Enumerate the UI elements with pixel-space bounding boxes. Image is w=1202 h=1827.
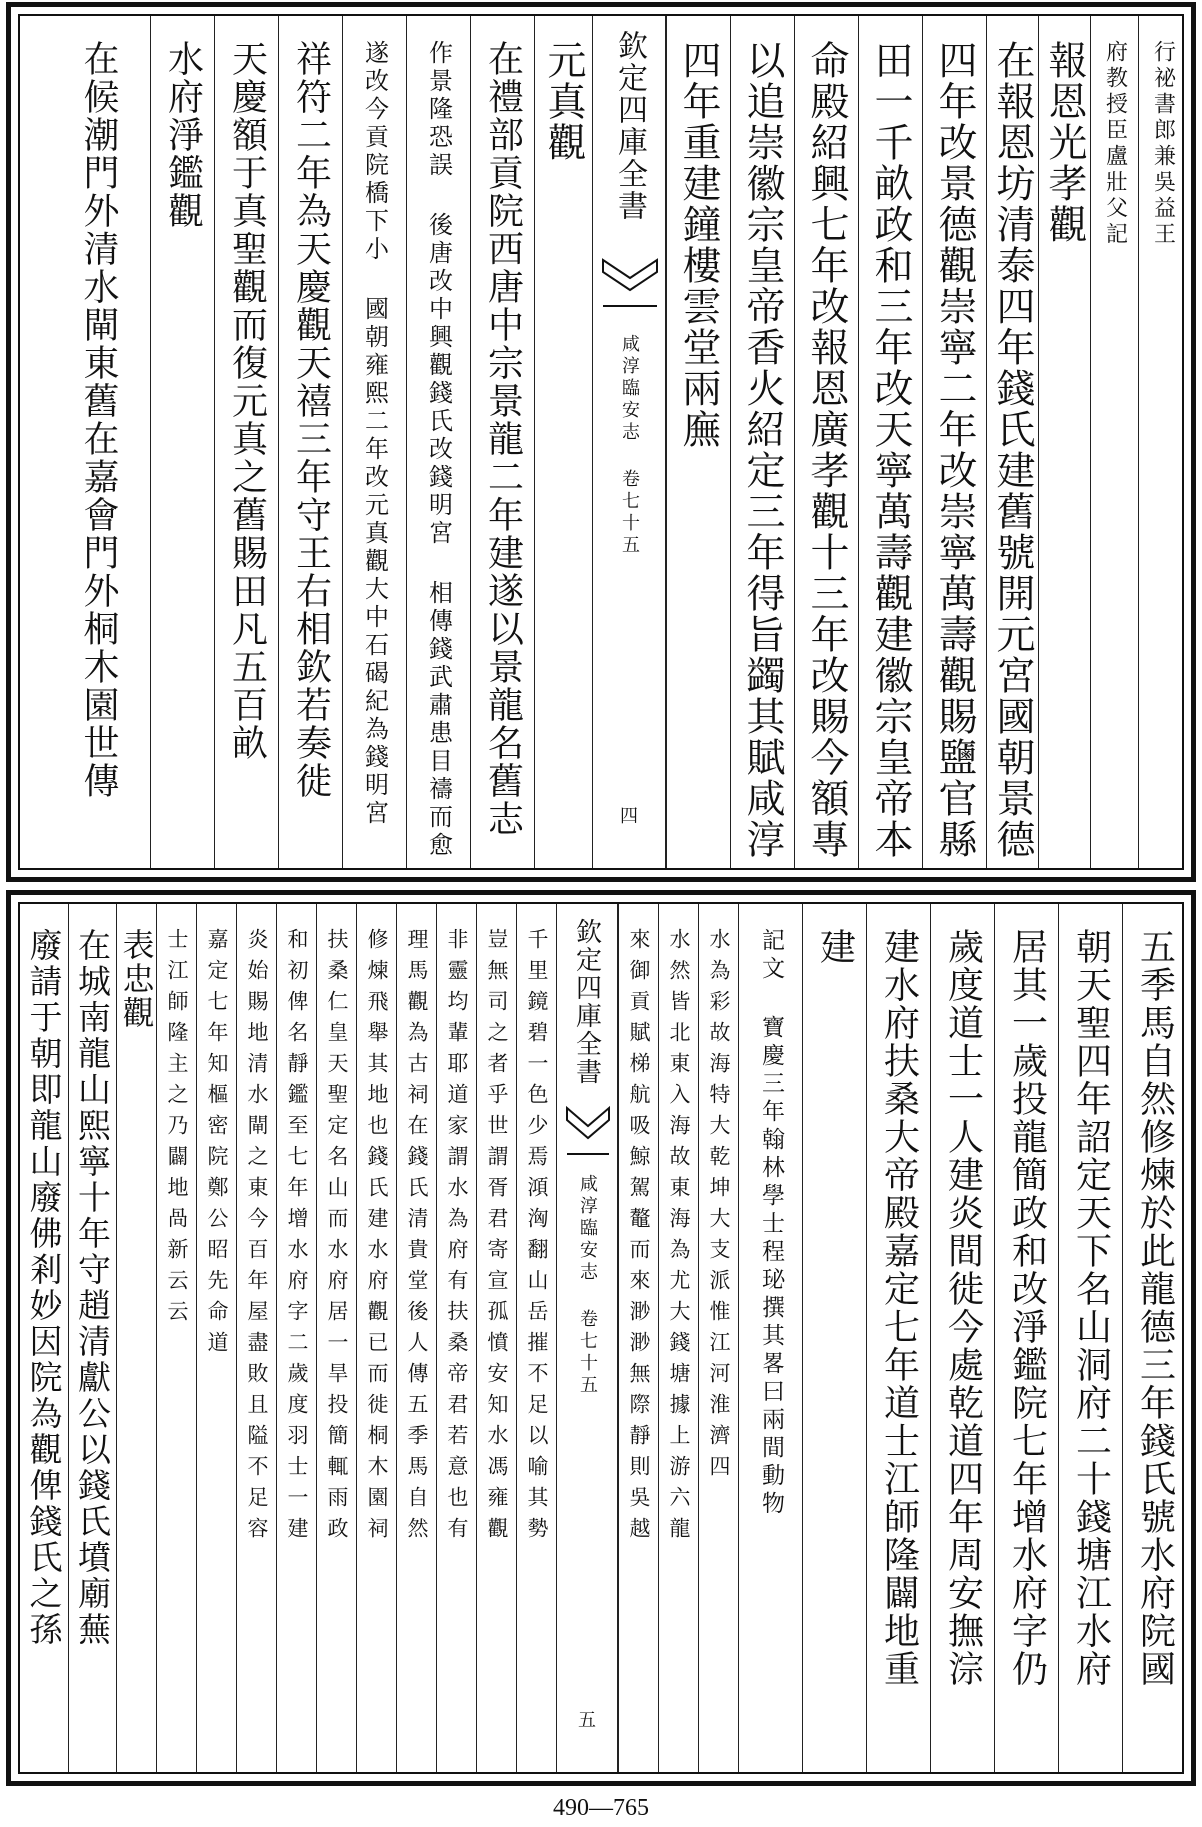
top-col-r6 [794,16,858,868]
text-column: 嘉定七年知樞密院鄭公昭先命道 [205,928,229,1362]
text-column: 理馬觀為古祠在錢氏清貴堂後人傳五季馬自然 [405,928,429,1548]
text-column: 五季馬自然修煉於此龍德三年錢氏號水府院國 [1134,928,1176,1688]
top-col-l2 [406,16,470,868]
text-column: 以追崇徽宗皇帝香火紹定三年得旨蠲其賦咸淳 [740,40,785,860]
bot-col-r9 [618,904,658,1772]
text-column: 千里鏡碧一色少焉澒洶翻山岳摧不足以喻其勢 [525,928,549,1548]
bot-col-l0 [516,904,556,1772]
fish-tail-icon [601,256,659,312]
text-column: 和初俾名靜鑑至七年增水府字二歲度羽士一建 [285,928,309,1548]
top-col-l4 [278,16,342,868]
bot-col-l2 [436,904,476,1772]
fish-tail-icon [565,1104,611,1160]
top-col-r3 [986,16,1038,868]
text-column: 天慶額于真聖觀而復元真之舊賜田凡五百畝 [226,40,268,762]
text-column: 報恩光孝觀 [1042,40,1087,245]
top-col-l5 [214,16,278,868]
bot-col-l10 [116,904,156,1772]
bot-col-l8 [196,904,236,1772]
bot-col-r4 [866,904,930,1772]
bot-col-l5 [316,904,356,1772]
text-column: 元真觀 [541,40,586,163]
top-center-strip [592,16,666,868]
text-column: 居其一歲投龍簡政和改淨鑑院七年增水府字仍 [1006,928,1048,1688]
bot-col-l12 [20,904,68,1772]
bot-col-l1 [476,904,516,1772]
top-page-frame [18,14,1184,870]
text-column: 炎始賜地清水閘之東今百年屋盡敗且隘不足容 [245,928,269,1548]
bot-col-r5 [802,904,866,1772]
bot-col-r8 [658,904,698,1772]
top-page-block [6,2,1196,882]
text-column: 在報恩坊清泰四年錢氏建舊號開元宮國朝景德 [990,40,1035,860]
text-column: 四年改景德觀崇寧二年改崇寧萬壽觀賜鹽官縣 [932,40,977,860]
bottom-center-strip [556,904,618,1772]
text-column: 來御貢賦梯航吸鯨駕鼇而來渺渺無際靜則吳越 [627,928,651,1548]
top-col-r8 [666,16,730,868]
text-column: 水府淨鑑觀 [162,40,204,230]
text-column: 非靈均輩耶道家謂水為府有扶桑帝君若意也有 [445,928,469,1548]
bot-col-r0 [1122,904,1186,1772]
text-column: 歲度道士一人建炎間徙今處乾道四年周安撫淙 [942,928,984,1688]
bot-col-l6 [276,904,316,1772]
text-column: 記文 寶慶三年翰林學士程珌撰其畧曰兩間動物 [758,928,784,1519]
text-column: 建水府扶桑大帝殿嘉定七年道士江師隆闢地重 [878,928,920,1688]
text-column: 在候潮門外清水閘東舊在嘉會門外桐木園世傳 [78,40,119,800]
bot-col-r3 [930,904,994,1772]
top-col-l6 [150,16,214,868]
text-column: 扶桑仁皇天聖定名山而水府居一旱投簡輒雨政 [325,928,349,1548]
top-col-r0 [1138,16,1186,868]
text-column: 作景隆恐誤 後唐改中興觀錢氏改錢明宮 相傳錢武肅患目禱而愈 [424,40,453,860]
bot-col-l7 [236,904,276,1772]
top-col-l1 [470,16,534,868]
book-title: 欽定四庫全書 [612,30,647,222]
bottom-page-block [6,890,1196,1786]
bot-col-r6 [738,904,802,1772]
bot-col-r7 [698,904,738,1772]
text-column: 田一千畝政和三年改天寧萬壽觀建徽宗皇帝本 [868,40,913,860]
volume-label: 咸淳臨安志 卷七十五 [619,334,640,557]
bottom-page-frame [18,902,1184,1774]
book-title: 欽定四庫全書 [571,918,602,1086]
leaf-number: 四 [620,806,638,827]
top-col-l3 [342,16,406,868]
text-column: 朝天聖四年詔定天下名山洞府二十錢塘江水府 [1070,928,1112,1688]
text-column: 水為彩故海特大乾坤大支派惟江河淮濟四 [707,928,731,1486]
top-col-r4 [922,16,986,868]
volume-label: 咸淳臨安志 卷七十五 [577,1174,598,1397]
scan-page-number: 490—765 [553,1795,649,1821]
top-col-l0 [534,16,592,868]
top-col-r5 [858,16,922,868]
bot-col-l3 [396,904,436,1772]
text-column: 廢請于朝即龍山廢佛剎妙因院為觀俾錢氏之孫 [24,928,64,1648]
bot-col-l11 [68,904,116,1772]
text-column: 水然皆北東入海故東海為尤大錢塘據上游六龍 [667,928,691,1548]
text-column: 士江師隆主之乃闢地咼新云云 [165,928,189,1331]
text-column: 在禮部貢院西唐中宗景龍二年建遂以景龍名舊志 [482,40,524,838]
bot-col-l9 [156,904,196,1772]
text-column: 府教授臣盧壯父記 [1102,40,1128,248]
text-column: 在城南龍山熙寧十年守趙清獻公以錢氏墳廟蕪 [73,928,112,1648]
text-column: 命殿紹興七年改報恩廣孝觀十三年改賜今額專 [804,40,849,860]
text-column: 遂改今貢院橋下小 國朝雍熙二年改元真觀大中石碣紀為錢明宮 [360,40,389,828]
bot-col-r2 [994,904,1058,1772]
bot-col-r1 [1058,904,1122,1772]
text-column: 祥符二年為天慶觀天禧三年守王右相欽若奏徙 [290,40,332,800]
leaf-number: 五 [578,1710,596,1731]
top-col-r2 [1038,16,1090,868]
text-column: 表忠觀 [117,928,156,1030]
text-column: 豈無司之者乎世謂胥君寄宣孤憤安知水馮雍觀 [485,928,509,1548]
text-column: 建 [814,928,856,966]
text-column: 四年重建鐘樓雲堂兩廡 [676,40,721,450]
text-column: 行祕書郎兼吳益王 [1150,40,1176,248]
top-col-r7 [730,16,794,868]
text-column: 修煉飛舉其地也錢氏建水府觀已而徙桐木園祠 [365,928,389,1548]
top-col-l7 [20,16,150,868]
bot-col-l4 [356,904,396,1772]
top-col-r1 [1090,16,1138,868]
